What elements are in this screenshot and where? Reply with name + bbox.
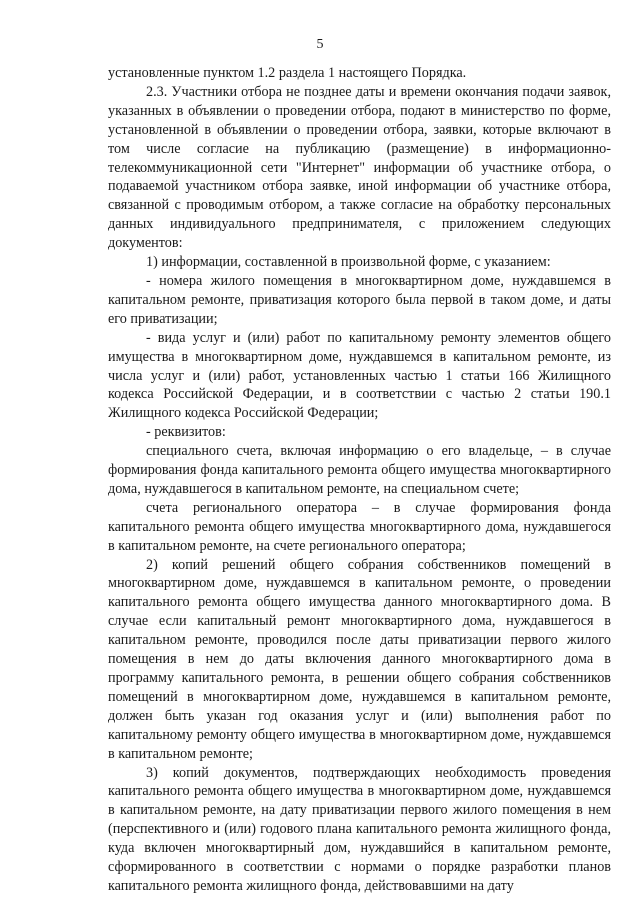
- subitem-work-types: - вида услуг и (или) работ по капитальному ремонту элементов общего имущества в многоквартирном доме, нуждавшемся в капитальном ремонте, из числа услуг и (или) работ, установленных частью 1 статьи 166 Жилищного кодекса Российской Федерации, и в соответствии с частью 2 статьи 190.1 Жилищного кодекса Российской Федерации;: [108, 329, 611, 422]
- item-3-repair-documents: 3) копий документов, подтверждающих необходимость проведения капитального ремонта общего имущества в многоквартирном доме, нуждавшемся в капитальном ремонте, на дату приватизации первого жилого помещения в нем (перспективного и (или) годового плана капитального ремонта жилищного фонда, куда включен многоквартирный дом, нуждавшийся в капитальном ремонте, сформированного в соответствии с нормами о порядке разработки планов капитального ремонта жилищного фонда, действовавшими на дату: [108, 764, 611, 894]
- item-2-meeting-decisions: 2) копий решений общего собрания собственников помещений в многоквартирном доме, нуждавшемся в капитальном ремонте, о проведении капитального ремонта общего имущества данного многоквартирного дома. В случае если капитальный ремонт многоквартирного дома, нуждавшегося в капитальном ремонте, проводился после даты приватизации первого жилого помещения в нем до даты включения данного многоквартирного дома в программу капитального ремонта, в решении общего собрания собственников помещений в многоквартирном доме, нуждавшемся в капитальном ремонте, должен быть указан год оказания услуг и (или) выполнения работ по капитальному ремонту общего имущества в многоквартирном доме, нуждавшемся в капитальном ремонте;: [108, 556, 611, 762]
- page-number: 5: [316, 37, 324, 52]
- paragraph-2-3: 2.3. Участники отбора не позднее даты и времени окончания подачи заявок, указанных в объявлении о проведении отбора, подают в министерство по форме, установленной в объявлении о проведении отбора, заявки, которые включают в том числе согласие на публикацию (размещение) в информационно-телекоммуникационной сети "Интернет" информации об участнике отбора, о подаваемой участником отбора заявке, иной информации об участнике отбора, связанной с проводимым отбором, а также согласие на обработку персональных данных индивидуального предпринимателя, с приложением следующих документов:: [108, 83, 611, 252]
- requisites-regional-operator-account: счета регионального оператора – в случае формирования фонда капитального ремонта общего имущества многоквартирного дома, нуждавшегося в капитальном ремонте, на счете регионального оператора;: [108, 499, 611, 554]
- requisites-special-account: специального счета, включая информацию о его владельце, – в случае формирования фонда капитального ремонта общего имущества многоквартирного дома, нуждавшегося в капитальном ремонте, на специальном счете;: [108, 443, 611, 497]
- subitem-apartment-number: - номера жилого помещения в многоквартирном доме, нуждавшемся в капитальном ремонте, приватизация которого была первой в таком доме, и даты его приватизации;: [108, 272, 611, 327]
- item-1-information: 1) информации, составленной в произвольной форме, с указанием:: [146, 254, 551, 271]
- subitem-requisites: - реквизитов:: [146, 424, 226, 441]
- document-body: [108, 64, 611, 896]
- paragraph-continuation: установленные пунктом 1.2 раздела 1 настоящего Порядка.: [108, 65, 467, 81]
